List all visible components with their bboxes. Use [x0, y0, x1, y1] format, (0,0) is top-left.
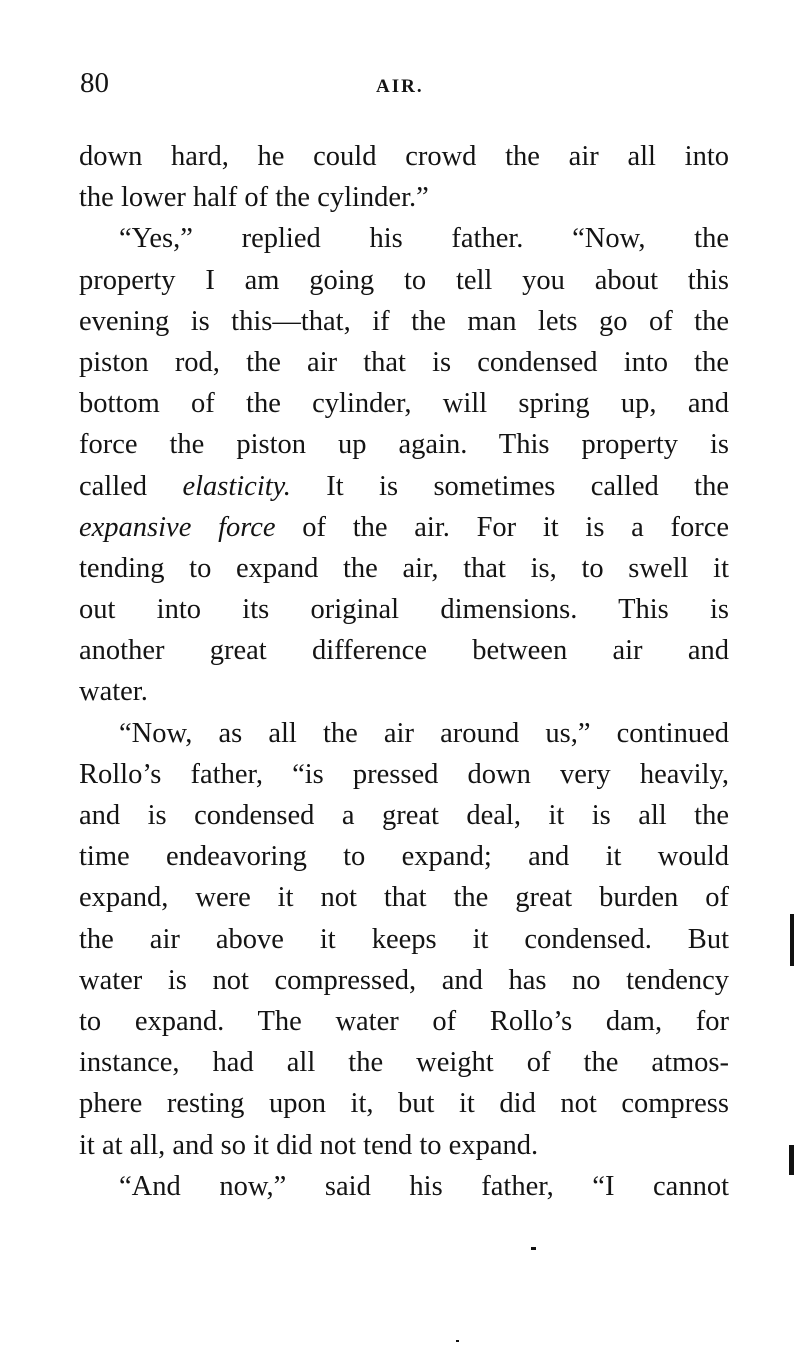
line-text: down hard, he could crowd the air all into: [79, 141, 729, 172]
page-number: 80: [80, 67, 109, 99]
line-text: out into its original dimensions. This is: [79, 594, 729, 626]
body-text: [79, 136, 729, 1207]
text-line: [79, 1083, 729, 1124]
line-text: time endeavoring to expand; and it would: [79, 841, 729, 873]
line-text: bottom of the cylinder, will spring up, and: [79, 388, 729, 420]
line-text: Rollo’s father, “is pressed down very heavily,: [79, 758, 729, 790]
text-line: [79, 630, 729, 671]
text-line: [79, 795, 729, 836]
text-line: [79, 1001, 729, 1042]
line-text: piston rod, the air that is condensed into the: [79, 346, 729, 378]
text-line: [79, 754, 729, 795]
line-text: of the air. For it is a force: [275, 511, 730, 543]
line-text: and is condensed a great deal, it is all the: [79, 800, 729, 831]
line-text: “Yes,” replied his father. “Now, the: [119, 223, 729, 255]
italic-text: expansive force: [79, 511, 276, 543]
line-text: instance, had all the weight of the atmos-: [79, 1047, 729, 1079]
text-line: [79, 177, 729, 218]
line-text: phere resting upon it, but it did not compress: [79, 1088, 729, 1120]
running-head: AIR.: [376, 76, 424, 97]
line-text: another great difference between air and: [79, 635, 729, 667]
text-line: [79, 383, 729, 424]
text-line: [79, 218, 729, 259]
line-text: expand, were it not that the great burden of: [79, 882, 729, 914]
line-text: it at all, and so it did not tend to expand.: [79, 1129, 539, 1161]
line-text: evening is this—that, if the man lets go of the: [79, 305, 729, 337]
text-line: [79, 548, 729, 589]
text-line: [79, 301, 729, 342]
line-text: It is sometimes called the: [290, 470, 729, 502]
line-text: water is not compressed, and has no tendency: [79, 964, 729, 996]
line-text: “Now, as all the air around us,” continued: [119, 717, 729, 749]
line-text: tending to expand the air, that is, to swell it: [79, 552, 729, 584]
line-text: force the piston up again. This property is: [79, 429, 729, 461]
text-line: [79, 919, 729, 960]
text-line: [79, 136, 729, 177]
text-line: [79, 260, 729, 301]
text-line: [79, 1166, 729, 1207]
text-line: [79, 960, 729, 1001]
line-text: water.: [79, 676, 148, 708]
text-line: [79, 507, 729, 548]
line-text: the air above it keeps it condensed. But: [79, 923, 729, 955]
text-line: [79, 713, 729, 754]
line-text: called: [79, 470, 183, 502]
margin-mark: [789, 1145, 794, 1175]
margin-mark: [790, 914, 794, 966]
italic-text: elasticity.: [182, 470, 291, 502]
text-line: [79, 424, 729, 465]
text-line: [79, 466, 729, 507]
text-line: [79, 1125, 729, 1166]
text-line: [79, 877, 729, 918]
text-line: [79, 589, 729, 630]
text-line: [79, 1042, 729, 1083]
line-text: “And now,” said his father, “I cannot: [119, 1170, 729, 1202]
ink-speck: [531, 1247, 536, 1250]
text-line: [79, 342, 729, 383]
line-text: the lower half of the cylinder.”: [79, 182, 429, 214]
text-line: [79, 671, 729, 712]
line-text: property I am going to tell you about this: [79, 264, 729, 296]
line-text: to expand. The water of Rollo’s dam, for: [79, 1005, 729, 1037]
ink-speck: [456, 1340, 459, 1342]
text-line: [79, 836, 729, 877]
